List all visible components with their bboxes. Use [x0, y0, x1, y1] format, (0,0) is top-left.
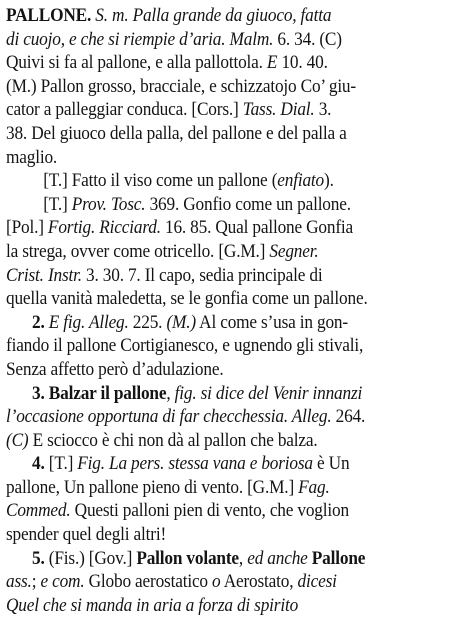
text-run: E fig. Alleg.: [48, 311, 129, 333]
text-run: (M.) Pallon grosso, bracciale, e schizzatojo Co’ giu-: [6, 75, 356, 97]
text-run: S. m. Palla grande da giuoco, fatta: [91, 5, 332, 26]
text-run: 6. 34. (C): [273, 28, 342, 50]
entry-line: [6, 499, 466, 523]
text-run: Tass. Dial.: [242, 99, 315, 121]
text-run: Globo aerostatico: [84, 571, 213, 593]
text-run: fiando il pallone Cortigianesco, e ugnendo gli stivali,: [6, 335, 364, 357]
text-run: E: [266, 52, 278, 74]
text-run: maglio.: [6, 146, 58, 168]
text-run: [Pol.]: [6, 217, 48, 239]
text-run: Commed.: [6, 500, 71, 522]
entry-line: [6, 287, 466, 311]
text-run: 38. Del giuoco della palla, del pallone e del palla a: [6, 122, 347, 144]
entry-line: [6, 4, 466, 28]
entry-line: [6, 169, 473, 193]
entry-line: [6, 193, 473, 217]
entry-line: [6, 476, 466, 500]
text-run: 3.: [314, 99, 332, 121]
text-run: Segner.: [269, 240, 319, 262]
text-run: Al come s’usa in gon-: [195, 311, 348, 333]
text-run: 4.: [32, 453, 49, 475]
text-run: Fig. La pers. stessa vana e boriosa: [77, 453, 313, 475]
text-run: [T.]: [48, 453, 78, 475]
entry-line: [6, 382, 473, 406]
text-run: 264.: [331, 406, 366, 428]
text-run: cator a palleggiar conduca. [Cors.]: [6, 99, 243, 121]
text-run: ;: [31, 571, 41, 593]
text-run: 3. Balzar il pallone: [32, 382, 167, 404]
text-run: dicesi: [297, 571, 337, 593]
entry-line: [6, 240, 466, 264]
text-run: Prov. Tosc.: [71, 193, 146, 215]
text-run: (Fis.) [Gov.]: [48, 547, 137, 569]
text-run: ass.: [6, 571, 32, 593]
entry-line: [6, 146, 466, 170]
entry-line: [6, 429, 466, 453]
text-run: E sciocco è chi non dà al pallon che balza.: [28, 429, 318, 451]
text-run: [T.] Fatto il viso come un pallone (: [43, 170, 278, 192]
text-run: o: [212, 571, 221, 593]
entry-line: [6, 75, 466, 99]
text-run: enfiato: [277, 170, 325, 192]
entry-line: [6, 452, 473, 476]
text-run: 3. 30. 7. Il capo, sedia principale di: [81, 264, 323, 286]
text-run: ,: [238, 547, 248, 569]
text-run: pallone, Un pallone pieno di vento. [G.M.]: [6, 476, 299, 498]
text-run: Pallon volante: [136, 547, 239, 569]
entry-line: [6, 547, 473, 571]
entry-line: [6, 311, 473, 335]
text-run: Fortig. Ricciard.: [47, 217, 161, 239]
text-run: ,: [166, 382, 175, 404]
text-run: Aerostato,: [220, 571, 298, 593]
entry-line: [6, 594, 466, 617]
text-run: 225.: [128, 311, 167, 333]
entry-line: [6, 334, 466, 358]
text-run: di cuojo, e che si riempie d’aria. Malm.: [6, 28, 274, 50]
text-run: Senza affetto però d’adulazione.: [6, 358, 224, 380]
text-run: fig. si dice del Venir innanzi: [174, 382, 363, 404]
text-run: 2.: [32, 311, 49, 333]
text-run: 10. 40.: [277, 52, 328, 74]
entry-line: [6, 405, 466, 429]
entry-line: [6, 358, 466, 382]
text-run: e com.: [40, 571, 85, 593]
entry-line: [6, 216, 466, 240]
text-run: 16. 85. Qual pallone Gonfia: [160, 217, 354, 239]
entry-line: [6, 523, 466, 547]
entry-line: [6, 122, 466, 146]
text-run: ).: [324, 170, 334, 192]
text-run: 5.: [32, 547, 49, 569]
text-run: ed anche: [247, 547, 308, 569]
text-run: [T.]: [43, 193, 72, 215]
entry-line: [6, 570, 466, 594]
text-run: 369. Gonfio come un pallone.: [145, 193, 351, 215]
text-run: Questi palloni pien di vento, che voglion: [70, 500, 349, 522]
text-run: la strega, ovver come otricello. [G.M.]: [6, 240, 270, 262]
text-run: Quivi si fa al pallone, e alla pallottola.: [6, 52, 267, 74]
text-run: Fag.: [298, 476, 330, 498]
text-run: quella vanità maledetta, se le gonfia come un pallone.: [6, 288, 368, 310]
entry-line: [6, 51, 466, 75]
text-run: PALLONE.: [6, 5, 92, 26]
text-run: l’occasione opportuna di far checchessia. Alleg.: [6, 406, 332, 428]
text-run: (C): [6, 429, 29, 451]
text-run: Pallone: [311, 547, 366, 569]
text-run: è Un: [312, 453, 350, 475]
text-run: (M.): [166, 311, 196, 333]
text-run: Quel che si manda in aria a forza di spirito: [6, 594, 299, 616]
entry-line: [6, 28, 466, 52]
text-run: Crist. Instr.: [6, 264, 82, 286]
entry-line: [6, 264, 466, 288]
entry-line: [6, 98, 466, 122]
text-run: spender quel degli altri!: [6, 524, 167, 546]
